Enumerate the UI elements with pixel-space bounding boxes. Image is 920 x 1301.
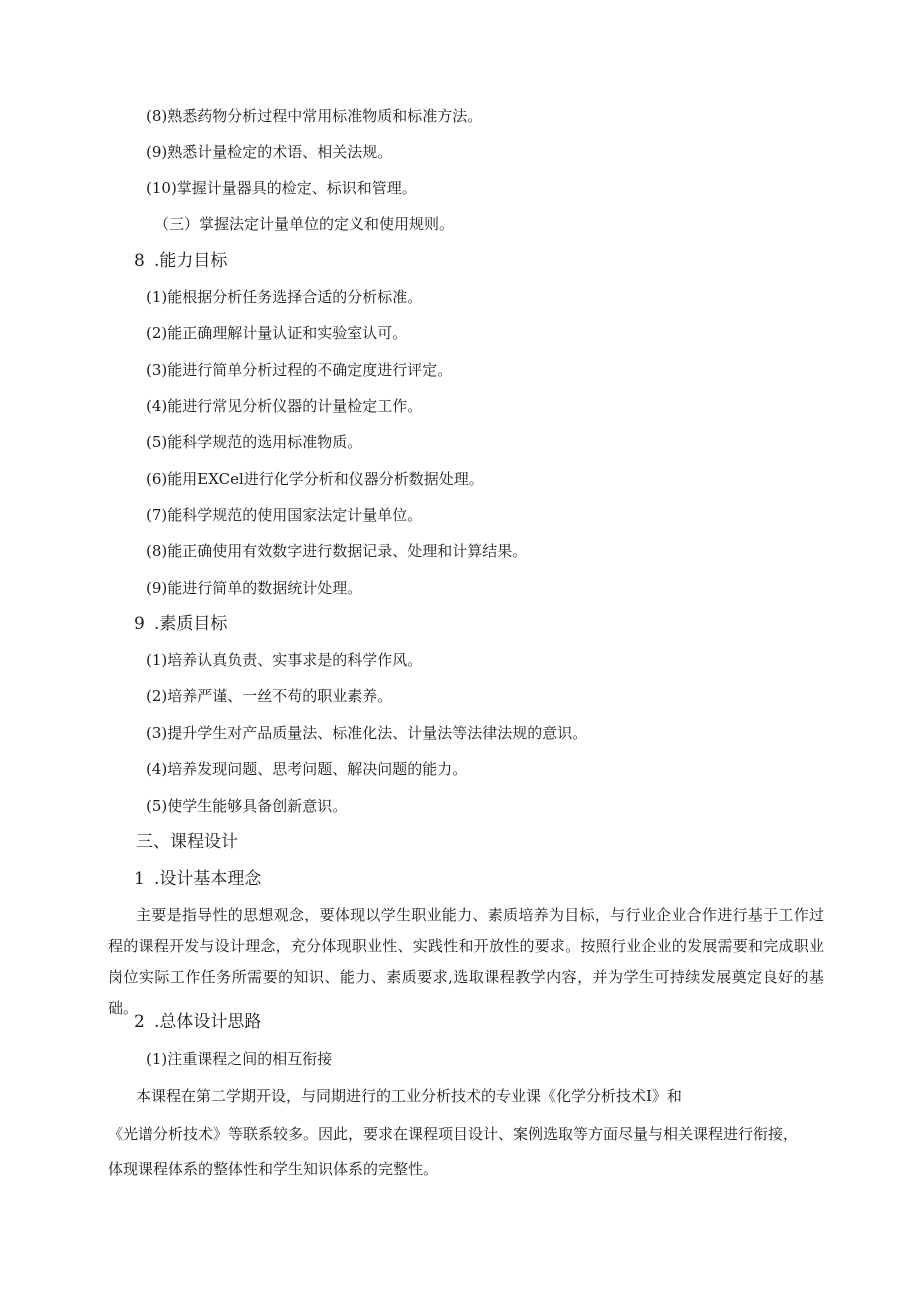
knowledge-item-8: (8)熟悉药物分析过程中常用标准物质和标准方法。 (146, 107, 483, 125)
knowledge-item-10: (10)掌握计量器具的检定、标识和管理。 (146, 179, 417, 197)
ability-item-4: (4)能进行常见分析仪器的计量检定工作。 (146, 397, 423, 415)
quality-item-5: (5)使学生能够具备创新意识。 (146, 797, 348, 815)
design-concept-paragraph: 主要是指导性的思想观念，要体现以学生职业能力、素质培养为目标，与行业企业合作进行基于工作过程的课程开发与设计理念，充分体现职业性、实践性和开放性的要求。按照行业企业的发展需要和完成职业岗位实际工作任务所需要的知识、能力、素质要求,选取课程教学内容，并为学生可持续发展奠定良好的基础。 (108, 906, 824, 1017)
ability-item-1: (1)能根据分析任务选择合适的分析标准。 (146, 288, 423, 306)
ability-goals-heading-number: 8 (134, 251, 145, 271)
quality-goals-heading (134, 613, 227, 635)
overall-paragraph-line-2: 《光谱分析技术》等联系较多。因此，要求在课程项目设计、案例选取等方面尽量与相关课程进行衔接， (108, 1125, 799, 1143)
ability-item-3: (3)能进行简单分析过程的不确定度进行评定。 (146, 361, 453, 379)
ability-item-5: (5)能科学规范的选用标准物质。 (146, 433, 363, 451)
ability-item-8: (8)能正确使用有效数字进行数据记录、处理和计算结果。 (146, 542, 528, 560)
overall-design-heading-number: 2 (134, 1012, 145, 1032)
overall-paragraph-line-1: 本课程在第二学期开设，与同期进行的工业分析技术的专业课《化学分析技术I》和 (136, 1087, 682, 1105)
quality-goals-heading-number: 9 (134, 614, 145, 634)
quality-item-1: (1)培养认真负责、实事求是的科学作风。 (146, 651, 423, 669)
ability-goals-heading-title: .能力目标 (154, 251, 228, 271)
knowledge-item-subsection-3: （三）掌握法定计量单位的定义和使用规则。 (154, 215, 455, 233)
quality-item-4: (4)培养发现问题、思考问题、解决问题的能力。 (146, 760, 468, 778)
ability-item-6: (6)能用EXCel进行化学分析和仪器分析数据处理。 (146, 470, 484, 488)
knowledge-item-9: (9)熟悉计量检定的术语、相关法规。 (146, 143, 393, 161)
overall-design-heading-title: .总体设计思路 (154, 1012, 262, 1032)
ability-item-9: (9)能进行简单的数据统计处理。 (146, 579, 363, 597)
ability-item-2: (2)能正确理解计量认证和实验室认可。 (146, 324, 408, 342)
quality-goals-heading-title: .素质目标 (154, 614, 228, 634)
section-3-title: 三、课程设计 (136, 832, 238, 852)
ability-item-7: (7)能科学规范的使用国家法定计量单位。 (146, 506, 423, 524)
overall-design-item-1: (1)注重课程之间的相互衔接 (146, 1050, 333, 1068)
design-concept-heading-title: .设计基本理念 (154, 869, 262, 889)
quality-item-2: (2)培养严谨、一丝不苟的职业素养。 (146, 687, 393, 705)
quality-item-3: (3)提升学生对产品质量法、标准化法、计量法等法律法规的意识。 (146, 724, 588, 742)
overall-paragraph-line-3: 体现课程体系的整体性和学生知识体系的完整性。 (108, 1160, 439, 1178)
overall-design-heading (134, 1011, 261, 1033)
design-concept-heading (134, 868, 261, 890)
design-concept-heading-number: 1 (134, 869, 145, 889)
ability-goals-heading (134, 250, 227, 272)
